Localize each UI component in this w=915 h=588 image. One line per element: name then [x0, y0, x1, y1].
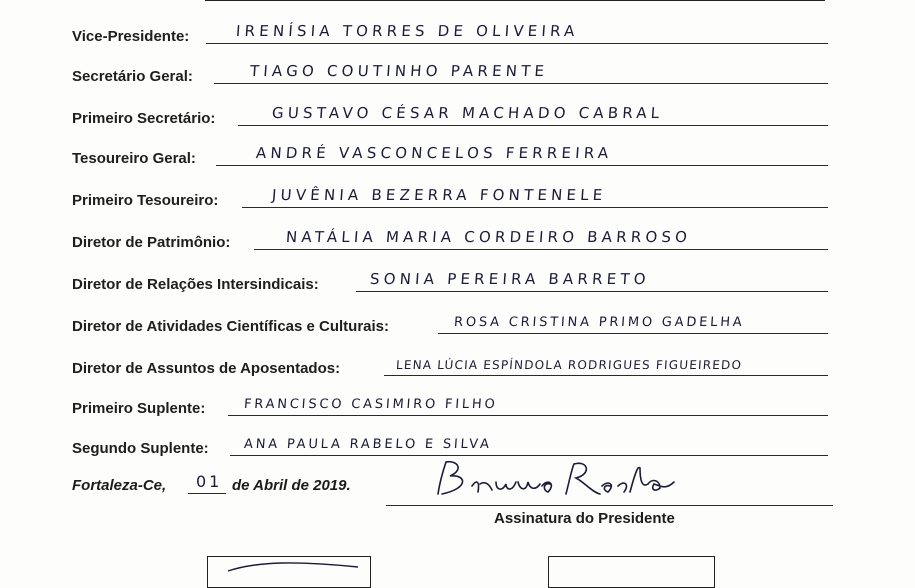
field-label: Diretor de Atividades Científicas e Culturais: — [72, 318, 390, 335]
field-label: Diretor de Assuntos de Aposentados: — [72, 360, 341, 377]
date-city: Fortaleza-Ce, — [72, 477, 167, 494]
stamp-box-right — [548, 556, 715, 588]
form-row-primeiro-secretario — [72, 96, 828, 126]
field-label: Diretor de Relações Intersindicais: — [72, 276, 319, 293]
form-row-assuntos-aposentados — [72, 346, 828, 376]
form-row-relacoes-intersindicais — [72, 262, 828, 292]
form-row-segundo-suplente — [72, 426, 828, 456]
field-value: IRENÍSIA TORRES DE OLIVEIRA — [235, 22, 580, 40]
field-label: Vice-Presidente: — [72, 28, 190, 45]
field-line — [216, 165, 828, 166]
form-row-diretor-patrimonio — [72, 220, 828, 250]
field-line — [238, 125, 828, 126]
field-value: FRANCISCO CASIMIRO FILHO — [243, 397, 499, 412]
field-value: ANA PAULA RABELO E SILVA — [243, 437, 493, 452]
signature-caption: Assinatura do Presidente — [494, 510, 675, 527]
form-row-primeiro-suplente — [72, 386, 828, 416]
field-value: ANDRÉ VASCONCELOS FERREIRA — [255, 144, 613, 162]
field-value: TIAGO COUTINHO PARENTE — [249, 62, 549, 80]
field-line — [230, 455, 828, 456]
stamp-box-left — [207, 556, 371, 588]
field-line — [214, 83, 828, 84]
top-rule — [205, 0, 825, 1]
date-day-line — [188, 493, 226, 494]
form-row-primeiro-tesoureiro — [72, 178, 828, 208]
field-line — [206, 43, 828, 44]
field-line — [356, 291, 828, 292]
form-row-vice-presidente — [72, 14, 828, 44]
field-label: Secretário Geral: — [72, 68, 193, 85]
date-month-year: de Abril de 2019. — [232, 477, 351, 494]
field-value: JUVÊNIA BEZERRA FONTENELE — [271, 186, 608, 204]
field-label: Segundo Suplente: — [72, 440, 209, 457]
field-value: GUSTAVO CÉSAR MACHADO CABRAL — [271, 104, 664, 122]
president-signature — [430, 458, 690, 510]
field-line — [384, 375, 828, 376]
field-label: Primeiro Secretário: — [72, 110, 216, 127]
field-label: Diretor de Patrimônio: — [72, 234, 231, 251]
signature-line — [386, 505, 833, 506]
stamp-scribble — [208, 557, 370, 577]
field-value: SONIA PEREIRA BARRETO — [369, 270, 651, 288]
field-line — [438, 333, 828, 334]
form-row-tesoureiro-geral — [72, 136, 828, 166]
field-line — [254, 249, 828, 250]
field-label: Primeiro Suplente: — [72, 400, 206, 417]
date-day: 01 — [196, 472, 223, 491]
form-row-secretario-geral — [72, 54, 828, 84]
field-value: ROSA CRISTINA PRIMO GADELHA — [453, 315, 746, 330]
field-value: LENA LÚCIA ESPÍNDOLA RODRIGUES FIGUEIREDO — [395, 358, 743, 372]
field-label: Tesoureiro Geral: — [72, 150, 196, 167]
field-label: Primeiro Tesoureiro: — [72, 192, 219, 209]
form-row-atividades-cientificas — [72, 304, 828, 334]
field-line — [228, 415, 828, 416]
field-line — [242, 207, 828, 208]
field-value: NATÁLIA MARIA CORDEIRO BARROSO — [285, 228, 692, 246]
